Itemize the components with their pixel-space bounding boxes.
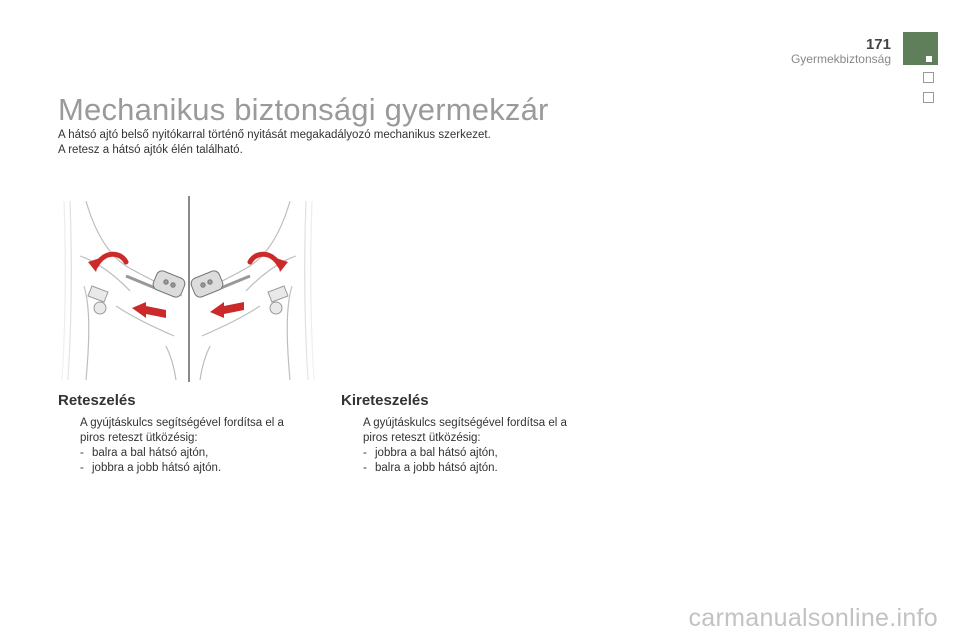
child-lock-illustration xyxy=(56,196,320,382)
locking-list xyxy=(80,446,298,476)
page-title: Mechanikus biztonsági gyermekzár xyxy=(58,92,549,127)
unlocking-list xyxy=(363,446,581,476)
intro-line-2: A retesz a hátsó ajtók élén található. xyxy=(58,144,243,156)
watermark-link[interactable]: carmanualsonline.info xyxy=(688,604,938,632)
unlocking-heading: Kireteszelés xyxy=(341,392,429,409)
list-item: - balra a bal hátsó ajtón, xyxy=(80,447,209,459)
list-item: - balra a jobb hátsó ajtón. xyxy=(363,462,498,474)
unlocking-instruction: A gyújtáskulcs segítségével fordítsa el a piros reteszt ütközésig: xyxy=(363,417,567,444)
chapter-tab-empty-2[interactable] xyxy=(923,92,934,103)
page-number: 171 xyxy=(865,36,891,53)
unlocking-step xyxy=(341,416,581,476)
intro-text xyxy=(58,128,658,158)
chapter-title: Gyermekbiztonság xyxy=(790,52,891,66)
intro-line-1: A hátsó ajtó belső nyitókarral történő nyitását megakadályozó mechanikus szerkezet. xyxy=(58,129,491,141)
locking-step xyxy=(58,416,298,476)
chapter-tab-square-icon xyxy=(926,56,932,62)
list-item: - jobbra a jobb hátsó ajtón. xyxy=(80,462,222,474)
chapter-tab[interactable] xyxy=(903,32,938,65)
locking-instruction: A gyújtáskulcs segítségével fordítsa el a piros reteszt ütközésig: xyxy=(80,417,284,444)
locking-heading: Reteszelés xyxy=(58,392,136,409)
chapter-tab-empty-1[interactable] xyxy=(923,72,934,83)
list-item: - jobbra a bal hátsó ajtón, xyxy=(363,447,498,459)
